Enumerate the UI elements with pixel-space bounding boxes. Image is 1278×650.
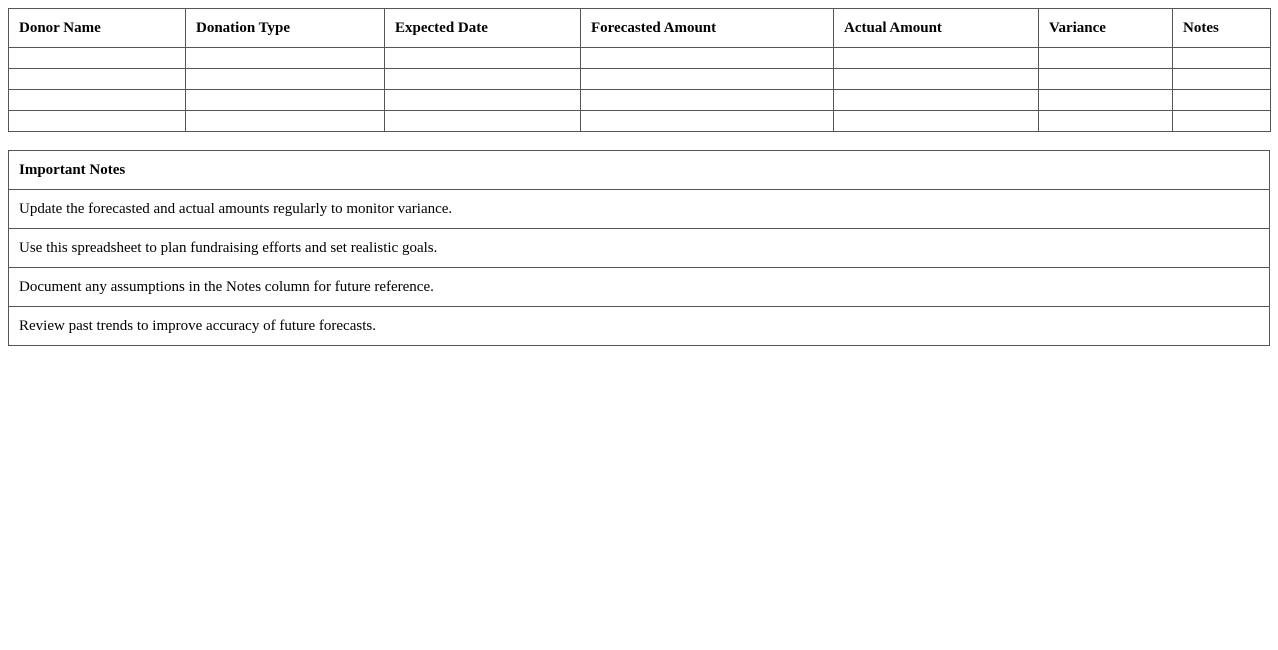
notes-title: Important Notes xyxy=(9,151,1270,190)
page-content xyxy=(8,8,1270,346)
cell-expected-date[interactable] xyxy=(385,90,581,111)
cell-donor-name[interactable] xyxy=(9,69,186,90)
column-header-notes: Notes xyxy=(1173,9,1271,48)
table-row xyxy=(9,90,1271,111)
cell-donor-name[interactable] xyxy=(9,90,186,111)
cell-donor-name[interactable] xyxy=(9,48,186,69)
note-text: Review past trends to improve accuracy of future forecasts. xyxy=(9,307,1270,346)
cell-donation-type[interactable] xyxy=(186,111,385,132)
cell-forecasted-amount[interactable] xyxy=(581,111,834,132)
notes-header-row xyxy=(9,151,1270,190)
cell-expected-date[interactable] xyxy=(385,69,581,90)
list-item xyxy=(9,229,1270,268)
column-header-donor-name: Donor Name xyxy=(9,9,186,48)
cell-notes[interactable] xyxy=(1173,111,1271,132)
column-header-forecasted-amount: Forecasted Amount xyxy=(581,9,834,48)
note-text: Update the forecasted and actual amounts regularly to monitor variance. xyxy=(9,190,1270,229)
cell-notes[interactable] xyxy=(1173,69,1271,90)
cell-forecasted-amount[interactable] xyxy=(581,48,834,69)
column-header-donation-type: Donation Type xyxy=(186,9,385,48)
cell-actual-amount[interactable] xyxy=(834,90,1039,111)
cell-actual-amount[interactable] xyxy=(834,111,1039,132)
table-row xyxy=(9,111,1271,132)
table-row xyxy=(9,48,1271,69)
column-header-expected-date: Expected Date xyxy=(385,9,581,48)
cell-variance[interactable] xyxy=(1039,48,1173,69)
cell-donation-type[interactable] xyxy=(186,69,385,90)
list-item xyxy=(9,307,1270,346)
cell-actual-amount[interactable] xyxy=(834,69,1039,90)
cell-donation-type[interactable] xyxy=(186,48,385,69)
list-item xyxy=(9,268,1270,307)
cell-notes[interactable] xyxy=(1173,48,1271,69)
cell-expected-date[interactable] xyxy=(385,111,581,132)
cell-forecasted-amount[interactable] xyxy=(581,90,834,111)
cell-variance[interactable] xyxy=(1039,111,1173,132)
cell-donation-type[interactable] xyxy=(186,90,385,111)
column-header-actual-amount: Actual Amount xyxy=(834,9,1039,48)
note-text: Document any assumptions in the Notes column for future reference. xyxy=(9,268,1270,307)
note-text: Use this spreadsheet to plan fundraising efforts and set realistic goals. xyxy=(9,229,1270,268)
cell-forecasted-amount[interactable] xyxy=(581,69,834,90)
cell-donor-name[interactable] xyxy=(9,111,186,132)
table-row xyxy=(9,69,1271,90)
donation-forecast-table xyxy=(8,8,1271,132)
important-notes-table xyxy=(8,150,1270,346)
cell-variance[interactable] xyxy=(1039,69,1173,90)
list-item xyxy=(9,190,1270,229)
cell-expected-date[interactable] xyxy=(385,48,581,69)
cell-actual-amount[interactable] xyxy=(834,48,1039,69)
cell-notes[interactable] xyxy=(1173,90,1271,111)
column-header-variance: Variance xyxy=(1039,9,1173,48)
header-row xyxy=(9,9,1271,48)
cell-variance[interactable] xyxy=(1039,90,1173,111)
